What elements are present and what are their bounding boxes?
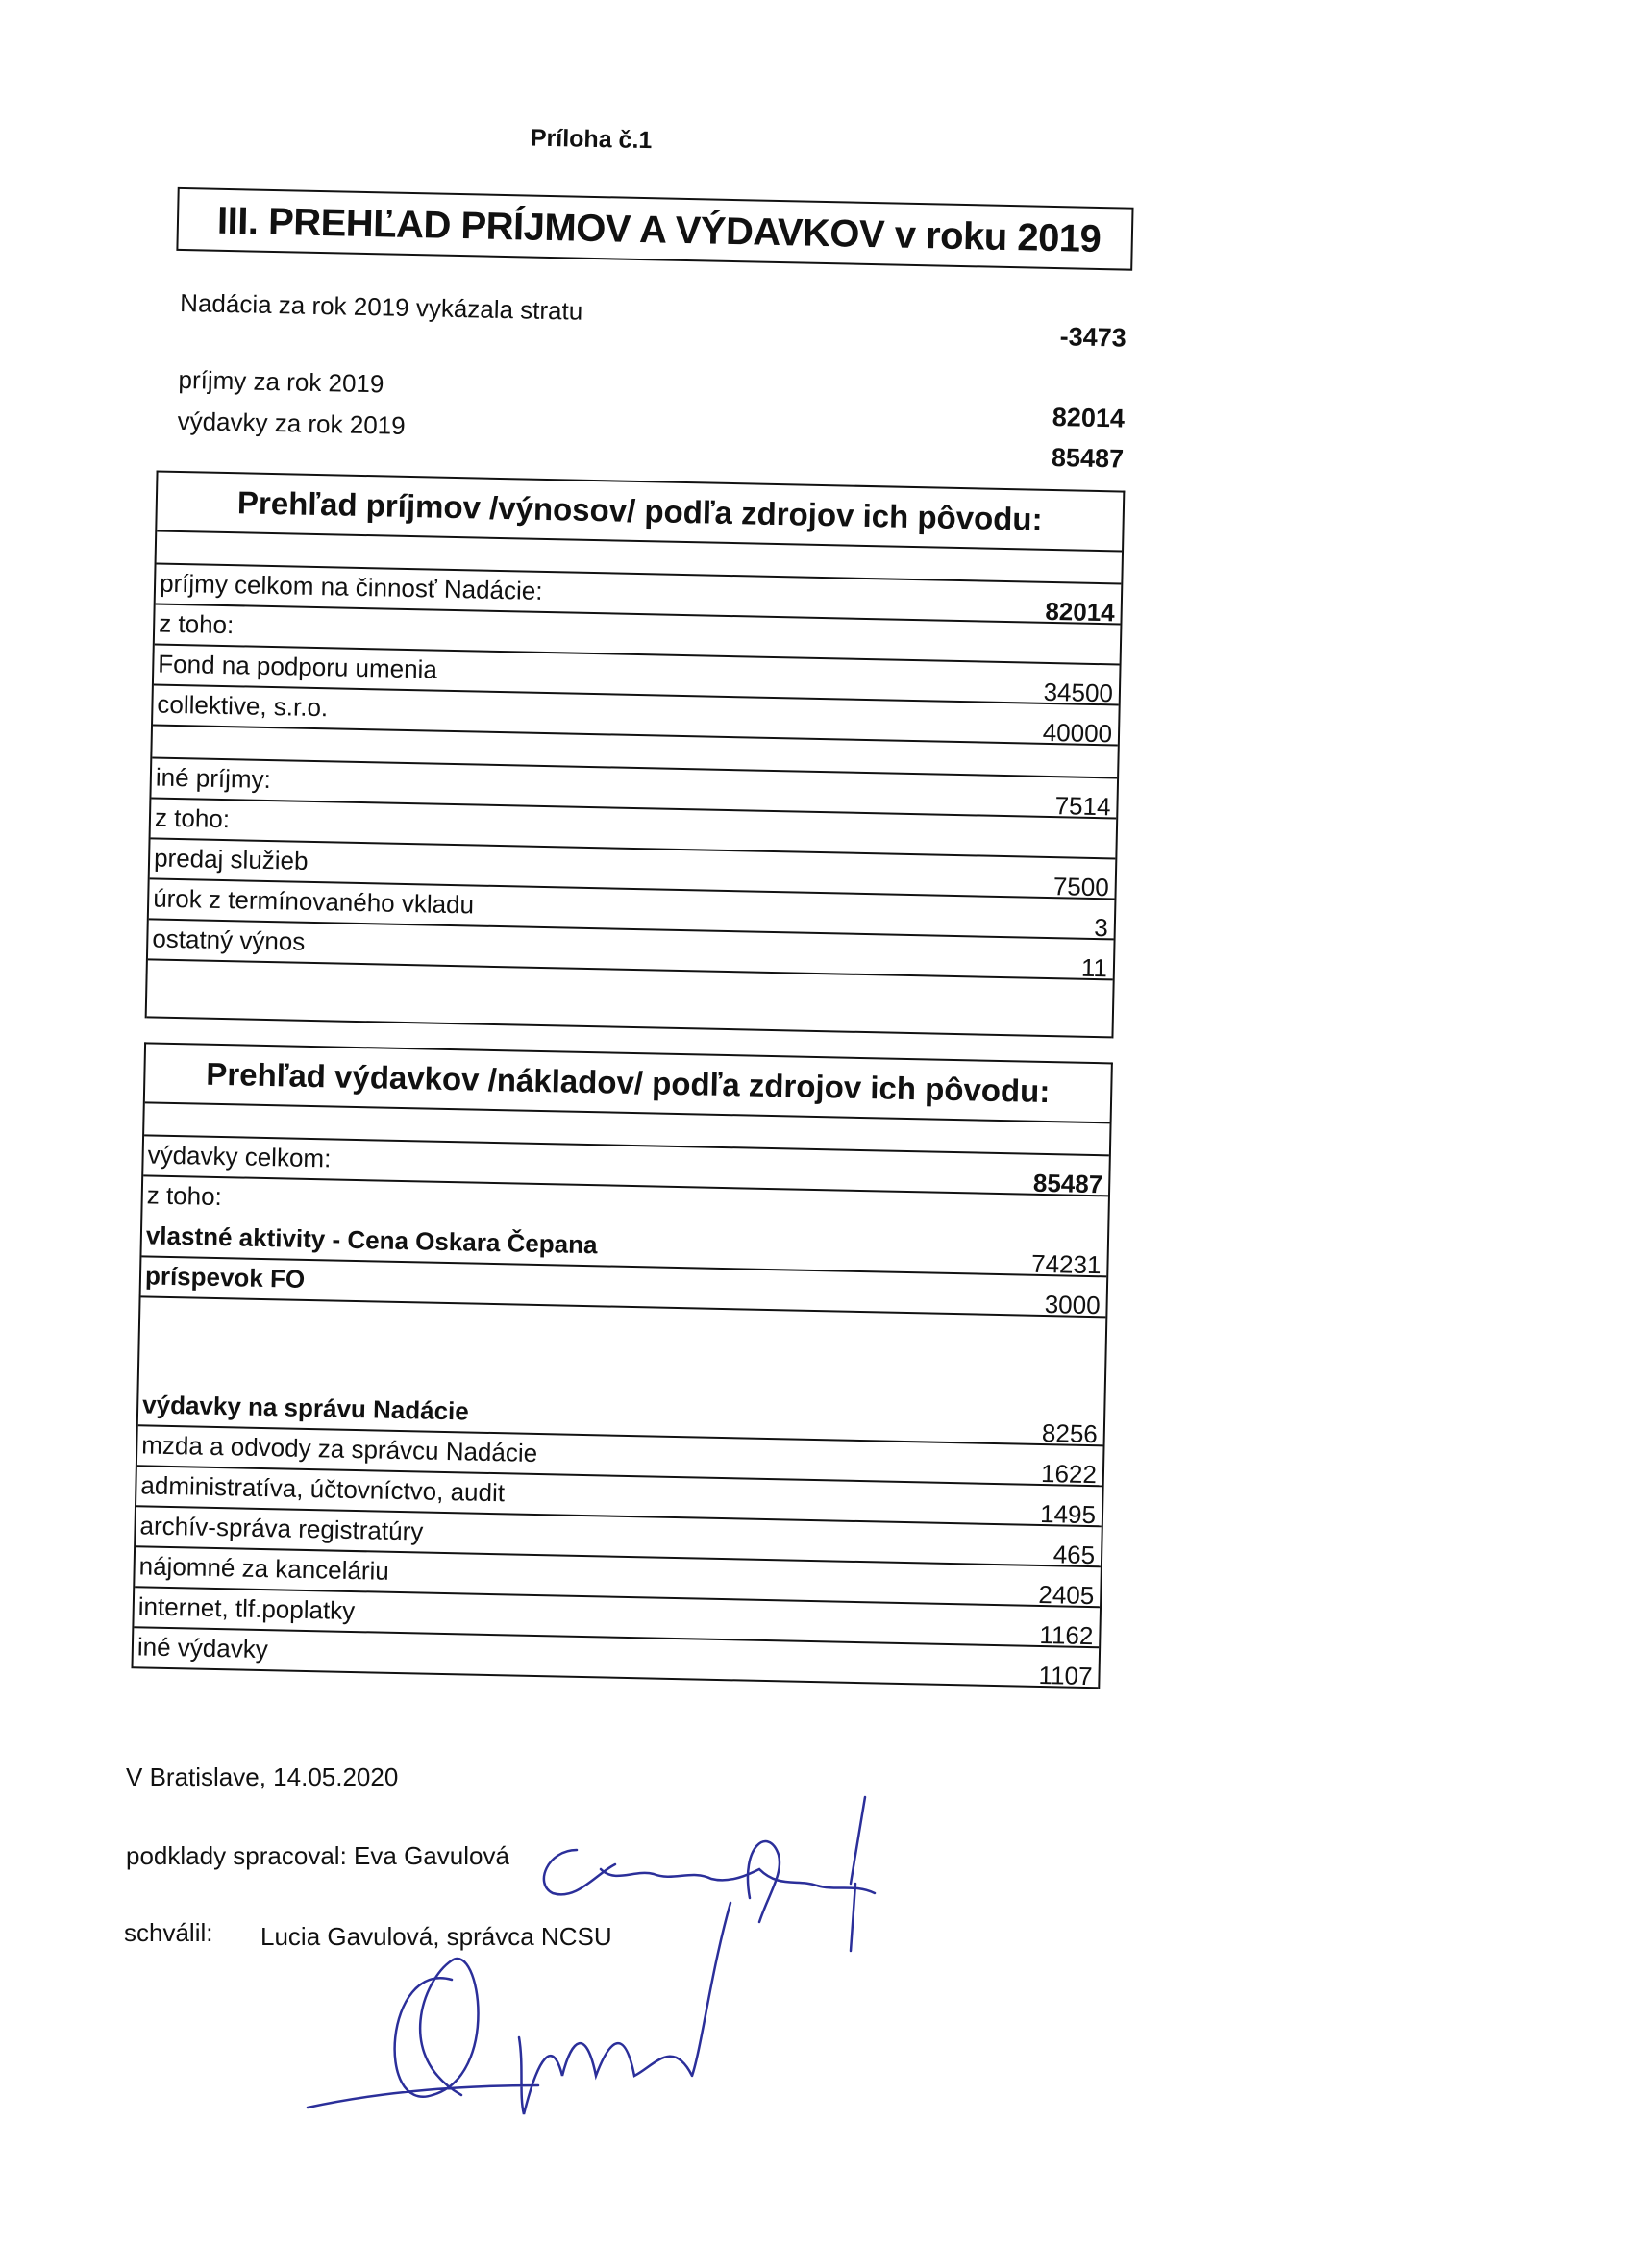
row-label: collektive, s.r.o. xyxy=(157,689,329,723)
row-label: iné výdavky xyxy=(136,1632,269,1664)
income-label: príjmy za rok 2019 xyxy=(178,364,384,399)
row-value: 82014 xyxy=(1045,596,1116,628)
row-label: nájomné za kanceláriu xyxy=(138,1551,390,1586)
signature-eva xyxy=(544,1841,875,1922)
row-value: 11 xyxy=(1080,952,1108,983)
row-label: archív-správa registratúry xyxy=(139,1511,424,1546)
annex-label: Príloha č.1 xyxy=(530,124,653,155)
row-label: iné príjmy: xyxy=(155,762,272,795)
row-value: 3000 xyxy=(1044,1290,1101,1320)
approved-name: Lucia Gavulová, správca NCSU xyxy=(260,1922,612,1951)
row-label: z toho: xyxy=(158,608,235,640)
expense-value: 85487 xyxy=(1051,442,1125,474)
row-value: 1622 xyxy=(1040,1458,1098,1490)
row-label: Fond na podporu umenia xyxy=(158,649,438,684)
place-date: V Bratislave, 14.05.2020 xyxy=(126,1763,399,1791)
row-value: 3 xyxy=(1094,913,1109,943)
row-label: ostatný výnos xyxy=(152,924,306,956)
row-value: 1162 xyxy=(1039,1619,1094,1651)
signature-lucia xyxy=(308,1797,865,2114)
row-value: 8256 xyxy=(1041,1418,1099,1449)
expense-label: výdavky za rok 2019 xyxy=(177,406,406,440)
row-value: 465 xyxy=(1052,1540,1096,1570)
row-value: 1107 xyxy=(1038,1660,1093,1691)
expense-table-header: Prehľad výdavkov /nákladov/ podľa zdrojov ich pôvodu: xyxy=(145,1044,1111,1123)
row-label: administratíva, účtovníctvo, audit xyxy=(140,1470,506,1508)
row-value: 74231 xyxy=(1030,1248,1102,1280)
row-label: z toho: xyxy=(146,1180,223,1212)
loss-value: -3473 xyxy=(1059,322,1127,353)
income-table-header: Prehľad príjmov /výnosov/ podľa zdrojov ich pôvodu: xyxy=(157,473,1123,553)
row-value: 1495 xyxy=(1039,1498,1097,1530)
row-label: vlastné aktivity - Cena Oskara Čepana xyxy=(145,1220,598,1260)
page-title: III. PREHĽAD PRÍJMOV A VÝDAVKOV v roku 2019 xyxy=(216,199,1102,260)
prepared-name: Eva Gavulová xyxy=(354,1841,509,1870)
row-label: výdavky celkom: xyxy=(147,1140,332,1173)
approved-label: schválil: xyxy=(124,1918,213,1947)
income-value: 82014 xyxy=(1052,402,1126,433)
row-label: príjmy celkom na činnosť Nadácie: xyxy=(159,568,543,605)
row-label: úrok z termínovaného vkladu xyxy=(152,883,475,920)
loss-label: Nadácia za rok 2019 vykázala stratu xyxy=(179,287,583,326)
row-label: mzda a odvody za správcu Nadácie xyxy=(141,1430,538,1467)
row-value: 2405 xyxy=(1038,1579,1095,1611)
row-label: predaj služieb xyxy=(153,843,309,875)
row-label: príspevok FO xyxy=(144,1261,306,1294)
row-value: 40000 xyxy=(1042,717,1113,749)
row-label: z toho: xyxy=(154,802,231,834)
row-label: internet, tlf.poplatky xyxy=(137,1591,356,1626)
row-value: 34500 xyxy=(1043,677,1114,708)
row-value: 85487 xyxy=(1032,1168,1103,1199)
row-value: 7514 xyxy=(1054,791,1111,822)
row-label: výdavky na správu Nadácie xyxy=(141,1390,470,1426)
row-value: 7500 xyxy=(1052,872,1110,902)
prepared-label: podklady spracoval: xyxy=(126,1841,347,1870)
